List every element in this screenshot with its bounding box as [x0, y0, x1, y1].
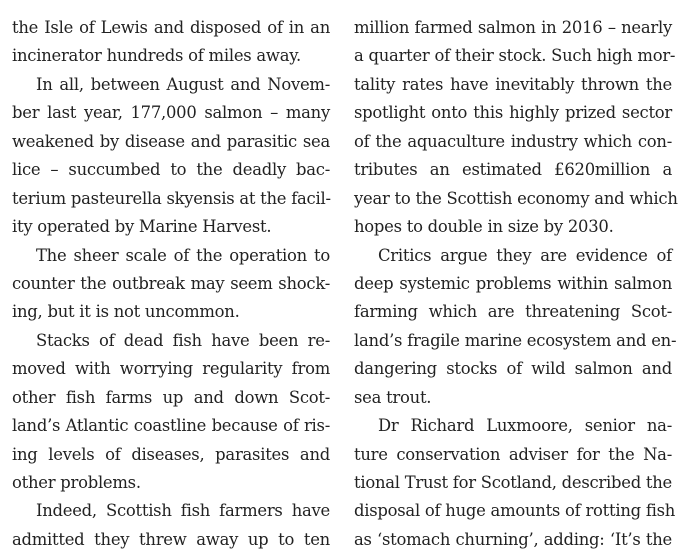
- text-line: million farmed salmon in 2016 – nearly: [354, 18, 672, 37]
- text-line: other problems.: [12, 473, 141, 492]
- text-line: deep systemic problems within salmon: [354, 273, 672, 293]
- text-line: tributes an estimated £620million a: [354, 160, 672, 180]
- text-line: weakened by disease and parasitic sea: [12, 131, 330, 151]
- text-line: counter the outbreak may seem shock-: [12, 273, 330, 293]
- paragraph-first-line: The sheer scale of the operation to: [36, 245, 330, 265]
- text-line: the Isle of Lewis and disposed of in an: [12, 18, 330, 37]
- text-line: of the aquaculture industry which con-: [354, 131, 672, 151]
- text-line: ing levels of diseases, parasites and: [12, 444, 330, 464]
- text-line: spotlight onto this highly prized sector: [354, 103, 672, 123]
- text-line: tional Trust for Scotland, described the: [354, 473, 672, 492]
- text-line: ing, but it is not uncommon.: [12, 302, 240, 322]
- text-line: sea trout.: [354, 387, 432, 407]
- text-line: land’s Atlantic coastline because of ris-: [12, 416, 330, 436]
- text-line: hopes to double in size by 2030.: [354, 217, 614, 237]
- text-line: year to the Scottish economy and which: [354, 188, 678, 208]
- text-line: tality rates have inevitably thrown the: [354, 74, 672, 94]
- text-line: incinerator hundreds of miles away.: [12, 46, 302, 66]
- text-line: disposal of huge amounts of rotting fish: [354, 501, 676, 521]
- paragraph-first-line: Dr Richard Luxmoore, senior na-: [378, 416, 672, 436]
- text-line: as ‘stomach churning’, adding: ‘It’s the: [354, 529, 672, 549]
- text-line: dangering stocks of wild salmon and: [354, 359, 672, 379]
- text-line: ity operated by Marine Harvest.: [12, 217, 272, 237]
- text-line: farming which are threatening Scot-: [354, 302, 672, 322]
- text-line: land’s fragile marine ecosystem and en-: [354, 330, 677, 350]
- text-line: other fish farms up and down Scot-: [12, 387, 330, 407]
- text-line: admitted they threw away up to ten: [12, 529, 330, 549]
- text-line: ber last year, 177,000 salmon – many: [12, 103, 330, 123]
- article-column-right: [354, 14, 678, 554]
- paragraph-first-line: Indeed, Scottish fish farmers have: [36, 501, 330, 521]
- text-line: ture conservation adviser for the Na-: [354, 444, 672, 464]
- text-line: moved with worrying regularity from: [12, 359, 330, 379]
- text-line: a quarter of their stock. Such high mor-: [354, 46, 676, 66]
- paragraph-first-line: Stacks of dead fish have been re-: [36, 330, 330, 350]
- text-line: lice – succumbed to the deadly bac-: [12, 160, 330, 180]
- paragraph-first-line: Critics argue they are evidence of: [378, 245, 672, 265]
- text-line: terium pasteurella skyensis at the facil-: [12, 188, 331, 208]
- article-column-left: [12, 14, 330, 554]
- paragraph-first-line: In all, between August and Novem-: [36, 74, 330, 94]
